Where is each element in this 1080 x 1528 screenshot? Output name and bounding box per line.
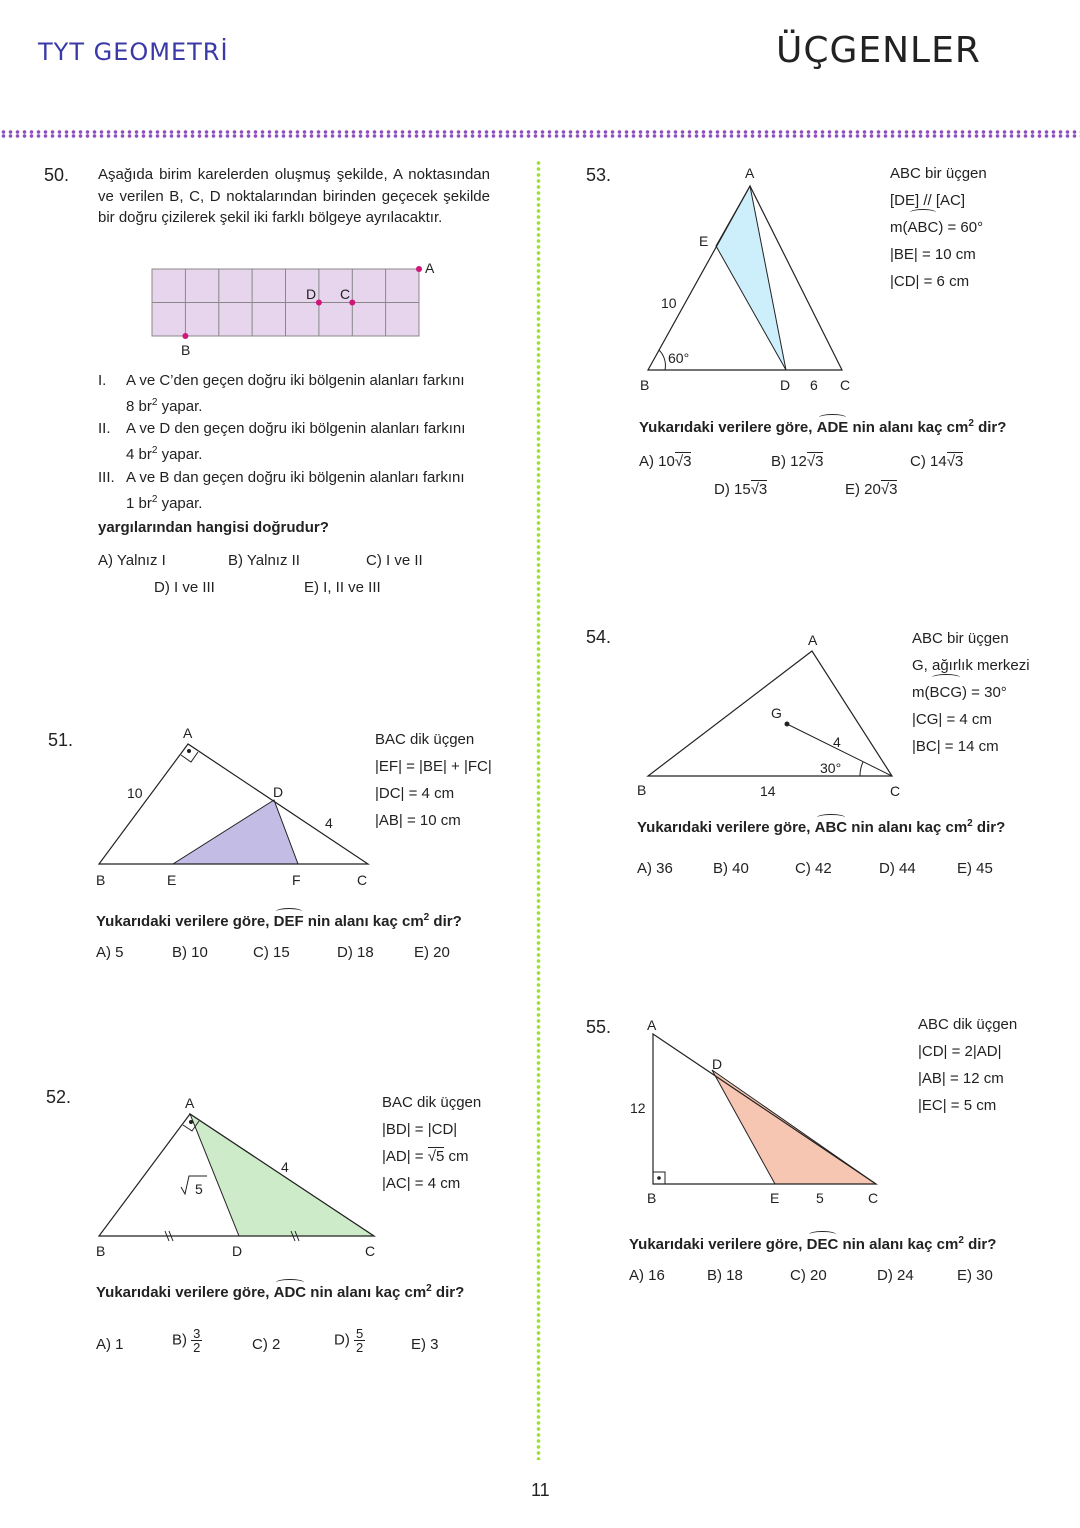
q54-question: Yukarıdaki verilere göre, ABC nin alanı kaç $cm^2$ dir? [637, 818, 1006, 836]
q55-option-b[interactable]: B) 18 [707, 1267, 743, 1284]
q52-number: 52. [46, 1087, 72, 1107]
svg-text:4: 4 [833, 734, 841, 750]
svg-text:G: G [771, 705, 782, 721]
svg-text:A: A [183, 725, 193, 741]
q55-option-c[interactable]: C) 20 [790, 1267, 827, 1284]
svg-text:C: C [365, 1243, 376, 1259]
q53-option-b[interactable]: B) 12√3 [771, 453, 824, 470]
q51-figure [85, 720, 385, 895]
q54-option-d[interactable]: D) 44 [879, 860, 916, 877]
svg-text:E: E [167, 872, 177, 888]
q50-option-a[interactable]: A) Yalnız I [98, 552, 166, 569]
q50-intro: Aşağıda birim karelerden oluşmuş şekilde, A noktasından ve verilen B, C, D noktalarından birinden geçecek şekilde bir doğru çizilerek şekil iki farklı bölgeye ayrılacaktır. [98, 166, 490, 226]
q50-option-b[interactable]: B) Yalnız II [228, 552, 300, 569]
q55-figure [620, 1010, 890, 1210]
svg-text:4: 4 [281, 1159, 289, 1175]
q51-option-a[interactable]: A) 5 [96, 944, 124, 961]
q52-option-a[interactable]: A) 1 [96, 1336, 124, 1353]
q51-question: Yukarıdaki verilere göre, DEF nin alanı kaç $cm^2$ dir? [96, 912, 462, 930]
q55-option-a[interactable]: A) 16 [629, 1267, 665, 1284]
q51-given: BAC dik üçgen |EF| = |BE| + |FC| |DC| = 4 cm |AB| = 10 cm [375, 731, 492, 829]
svg-text:B: B [96, 872, 106, 888]
q50-number: 50. [44, 165, 70, 185]
svg-text:10: 10 [127, 785, 143, 801]
q55-option-d[interactable]: D) 24 [877, 1267, 914, 1284]
svg-text:E: E [699, 233, 709, 249]
svg-text:D: D [712, 1056, 723, 1072]
svg-text:14: 14 [760, 783, 776, 799]
q52-option-e[interactable]: E) 3 [411, 1336, 439, 1353]
q50-label-d: D [306, 286, 317, 302]
svg-text:D: D [232, 1243, 243, 1259]
svg-text:A: A [185, 1095, 195, 1111]
q54-figure [630, 625, 900, 805]
svg-text:4: 4 [325, 815, 333, 831]
q51-option-e[interactable]: E) 20 [414, 944, 450, 961]
q51-number: 51. [48, 730, 74, 750]
q50-label-c: C [340, 286, 351, 302]
svg-text:60°: 60° [668, 350, 690, 366]
q54-option-e[interactable]: E) 45 [957, 860, 993, 877]
q50-question: yargılarından hangisi doğrudur? [98, 519, 329, 536]
svg-text:C: C [890, 783, 900, 799]
header-subject: TYT GEOMETRİ [38, 38, 229, 66]
column-dotted-divider [536, 160, 541, 1460]
page-number: 11 [531, 1480, 550, 1500]
q50-option-d[interactable]: D) I ve III [154, 579, 215, 596]
svg-text:C: C [357, 872, 368, 888]
q52-given: BAC dik üçgen |BD| = |CD| |AD| = √5 cm |AC| = 4 cm [382, 1094, 482, 1192]
q53-question: Yukarıdaki verilere göre, ADE nin alanı kaç $cm^2$ dir? [639, 418, 1007, 436]
q50-label-b: B [181, 342, 191, 358]
q54-option-c[interactable]: C) 42 [795, 860, 832, 877]
svg-text:10: 10 [661, 295, 677, 311]
svg-text:A: A [745, 165, 755, 181]
q50-statement-3: III. A ve B dan geçen doğru iki bölgenin alanları farkını 1 $br^2$ yapar. [98, 469, 465, 512]
svg-text:B: B [647, 1190, 657, 1206]
svg-text:E: E [770, 1190, 780, 1206]
q52-option-b[interactable]: B) $\frac{3}{2}$ [172, 1326, 201, 1355]
q51-option-c[interactable]: C) 15 [253, 944, 290, 961]
svg-text:6: 6 [810, 377, 818, 393]
svg-text:A: A [647, 1017, 657, 1033]
svg-text:B: B [640, 377, 650, 393]
svg-text:C: C [840, 377, 851, 393]
q55-number: 55. [586, 1017, 612, 1037]
header-title: ÜÇGENLER [776, 30, 981, 71]
q55-given: ABC dik üçgen |CD| = 2|AD| |AB| = 12 cm |EC| = 5 cm [918, 1016, 1018, 1114]
q50-option-c[interactable]: C) I ve II [366, 552, 423, 569]
q50-option-e[interactable]: E) I, II ve III [304, 579, 381, 596]
svg-text:5: 5 [195, 1181, 203, 1197]
q52-figure [85, 1090, 390, 1260]
svg-text:A: A [808, 632, 818, 648]
q55-option-e[interactable]: E) 30 [957, 1267, 993, 1284]
svg-text:D: D [780, 377, 791, 393]
q52-question: Yukarıdaki verilere göre, ADC nin alanı kaç $cm^2$ dir? [96, 1283, 465, 1301]
svg-text:12: 12 [630, 1100, 646, 1116]
q50-statement-1: I. A ve C’den geçen doğru iki bölgenin alanları farkını 8 $br^2$ yapar. [98, 372, 465, 415]
q54-given: ABC bir üçgen G, ağırlık merkezi m(BCG) = 30° |CG| = 4 cm |BC| = 14 cm [912, 630, 1030, 755]
q53-option-e[interactable]: E) 20√3 [845, 481, 898, 498]
q54-number: 54. [586, 627, 612, 647]
q54-option-b[interactable]: B) 40 [713, 860, 749, 877]
q52-option-d[interactable]: D) $\frac{5}{2}$ [334, 1326, 364, 1355]
q53-option-d[interactable]: D) 15√3 [714, 481, 768, 498]
q50-statement-2: II. A ve D den geçen doğru iki bölgenin alanları farkını 4 $br^2$ yapar. [98, 420, 466, 463]
svg-text:C: C [868, 1190, 879, 1206]
q53-option-c[interactable]: C) 14√3 [910, 453, 964, 470]
q53-option-a[interactable]: A) 10√3 [639, 453, 692, 470]
q55-question: Yukarıdaki verilere göre, DEC nin alanı kaç $cm^2$ dir? [629, 1235, 997, 1253]
svg-text:D: D [273, 784, 284, 800]
q52-option-c[interactable]: C) 2 [252, 1336, 281, 1353]
q50-label-a: A [425, 260, 435, 276]
header-dotted-divider [0, 130, 1080, 138]
svg-text:F: F [292, 872, 301, 888]
q51-option-b[interactable]: B) 10 [172, 944, 208, 961]
q53-given: ABC bir üçgen [DE] // [AC] m(ABC) = 60° |BE| = 10 cm |CD| = 6 cm [890, 165, 987, 290]
svg-text:B: B [96, 1243, 106, 1259]
q53-number: 53. [586, 165, 612, 185]
q54-option-a[interactable]: A) 36 [637, 860, 673, 877]
q51-option-d[interactable]: D) 18 [337, 944, 374, 961]
svg-text:30°: 30° [820, 760, 842, 776]
svg-text:5: 5 [816, 1190, 824, 1206]
q50-grid-figure [140, 255, 460, 365]
svg-text:B: B [637, 782, 647, 798]
q53-figure [630, 160, 870, 400]
